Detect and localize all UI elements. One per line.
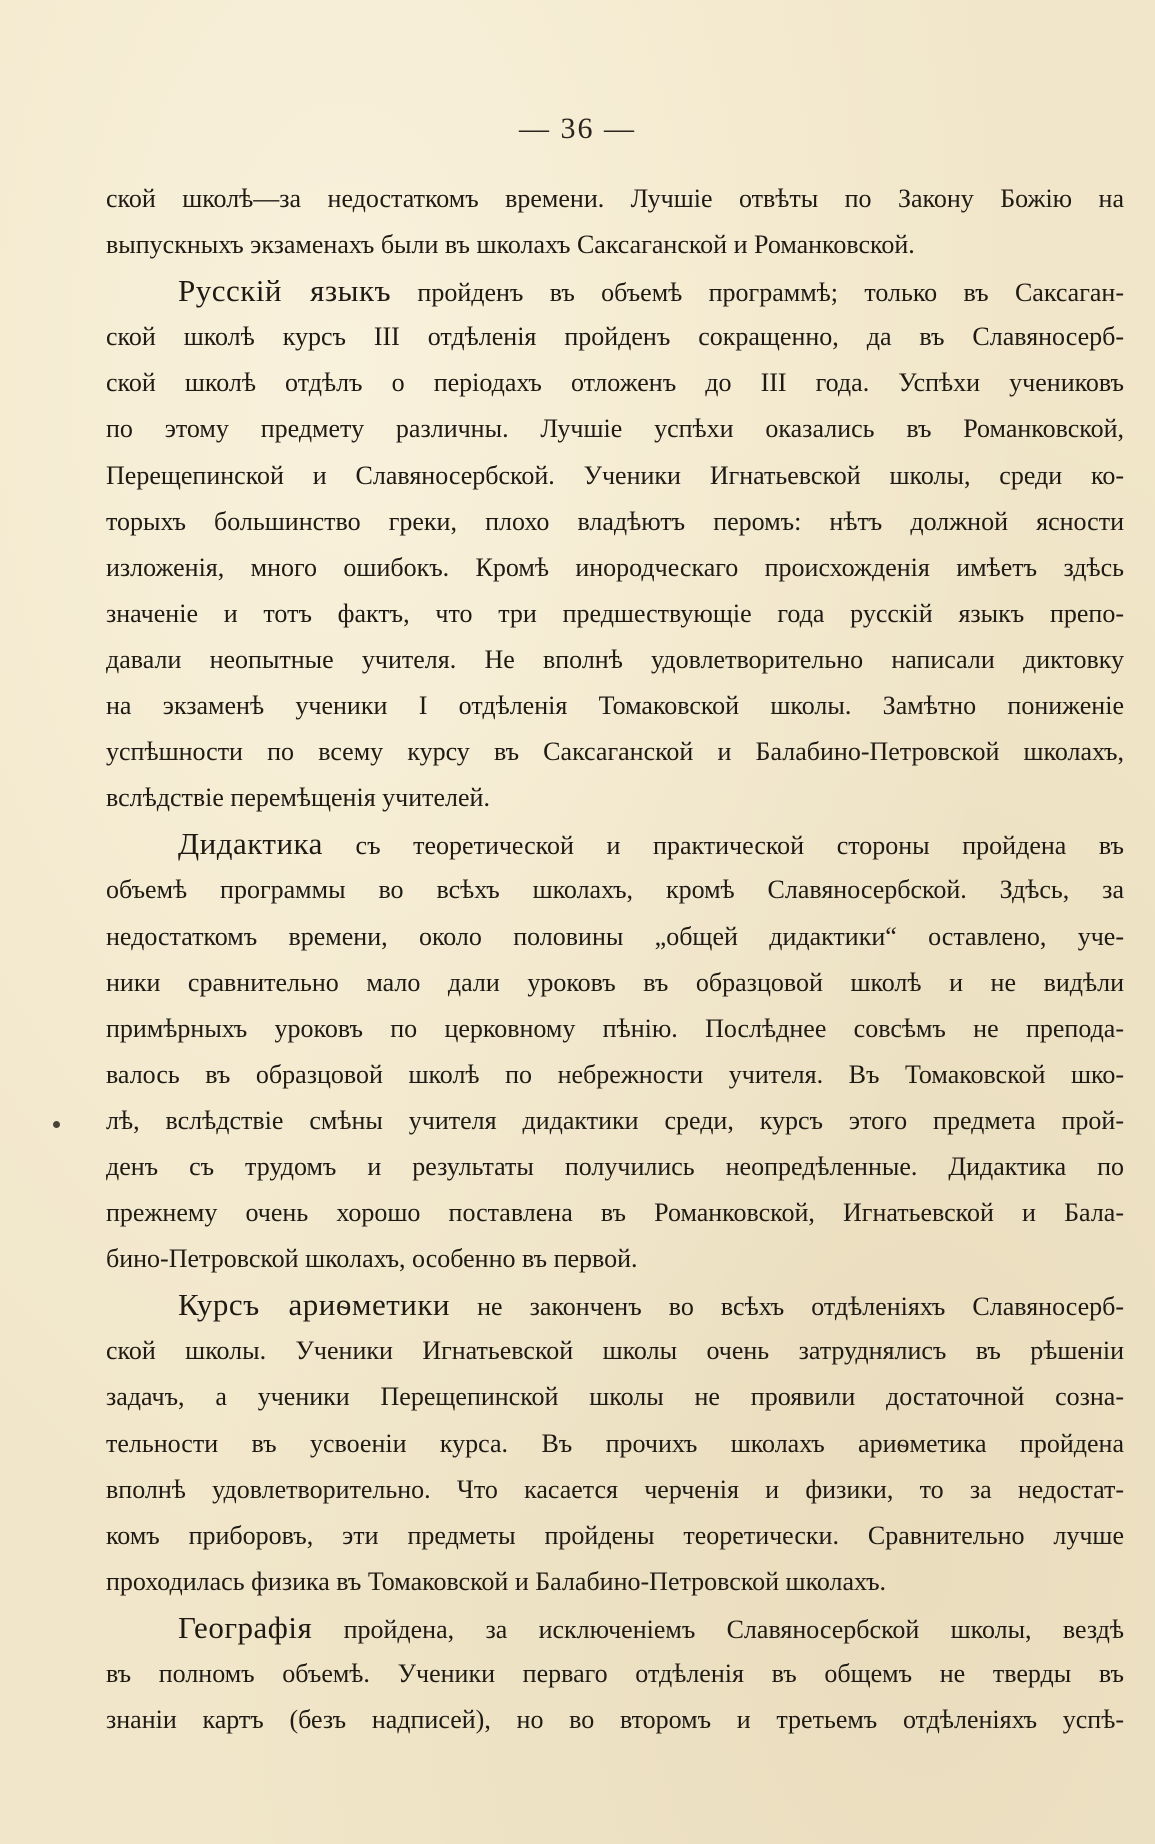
text-line — [106, 360, 1124, 406]
text-line — [106, 1651, 1124, 1697]
text-line-content: значеніе и тотъ фактъ, что три предшествующіе года русскій языкъ препо- — [106, 598, 1124, 628]
text-line-content: вполнѣ удовлетворительно. Что касается черченія и физики, то за недостат- — [106, 1474, 1124, 1504]
text-line-content: съ теоретической и практической стороны пройдена въ — [322, 831, 1124, 861]
text-line — [106, 1374, 1124, 1420]
text-line-content: объемѣ программы во всѣхъ школахъ, кромѣ Славяносербской. Здѣсь, за — [106, 875, 1124, 905]
text-line — [106, 821, 1124, 867]
text-line-content: торыхъ большинство греки, плохо владѣютъ перомъ: нѣтъ должной ясности — [106, 506, 1124, 536]
text-line-content: бино-Петровской школахъ, особенно въ первой. — [106, 1244, 638, 1274]
text-line-content: Перещепинской и Славяносербской. Ученики Игнатьевской школы, среди ко- — [106, 460, 1124, 490]
text-line-content: денъ съ трудомъ и результаты получились неопредѣленные. Дидактика по — [106, 1151, 1124, 1181]
section-heading-word: Дидактика — [178, 826, 323, 862]
text-line-content: на экзаменѣ ученики I отдѣленія Томаковской школы. Замѣтно пониженіе — [106, 691, 1124, 721]
text-line-content: пройдена, за исключеніемъ Славяносербской школы, вездѣ — [312, 1614, 1124, 1644]
text-line — [106, 1697, 1124, 1743]
text-line — [106, 960, 1124, 1006]
text-line-content: изложенія, много ошибокъ. Кромѣ инородческаго происхожденія имѣетъ здѣсь — [106, 552, 1124, 582]
text-line — [106, 406, 1124, 452]
text-line-content: ской школѣ курсъ III отдѣленія пройденъ сокращенно, да въ Славяносерб- — [106, 322, 1124, 352]
text-line — [106, 637, 1124, 683]
text-line — [106, 222, 1124, 268]
text-line-content: комъ приборовъ, эти предметы пройдены теоретически. Сравнительно лучше — [106, 1520, 1124, 1550]
text-line — [106, 1467, 1124, 1513]
text-line-content: задачъ, а ученики Перещепинской школы не проявили достаточной созна- — [106, 1382, 1124, 1412]
text-line — [106, 683, 1124, 729]
text-line — [106, 499, 1124, 545]
text-line-content: проходилась физика въ Томаковской и Балабино-Петровской школахъ. — [106, 1566, 887, 1596]
text-line-content: по этому предмету различны. Лучшіе успѣхи оказались въ Романковской, — [106, 414, 1124, 444]
text-line — [106, 453, 1124, 499]
text-line-content: ской школѣ—за недостаткомъ времени. Лучшіе отвѣты по Закону Божію на — [106, 184, 1124, 213]
text-line-content: не законченъ во всѣхъ отдѣленіяхъ Славяносерб- — [450, 1292, 1125, 1322]
text-line-content: знаніи картъ (безъ надписей), но во второмъ и третьемъ отдѣленіяхъ успѣ- — [106, 1705, 1124, 1735]
text-line — [106, 268, 1124, 314]
text-line-content: ники сравнительно мало дали уроковъ въ образцовой школѣ и не видѣли — [106, 967, 1124, 997]
text-line-content: примѣрныхъ уроковъ по церковному пѣнію. Послѣднее совсѣмъ не препода- — [106, 1013, 1124, 1043]
section-heading-word: Русскій языкъ — [178, 273, 392, 309]
text-line — [106, 1605, 1124, 1651]
text-line-content: успѣшности по всему курсу въ Саксаганской и Балабино-Петровской школахъ, — [106, 737, 1124, 767]
text-line — [106, 914, 1124, 960]
text-line — [106, 176, 1124, 222]
text-line — [106, 729, 1124, 775]
body-text — [106, 176, 1124, 1743]
text-line-content: валось въ образцовой школѣ по небрежности учителя. Въ Томаковской шко- — [106, 1059, 1124, 1089]
text-line-content: пройденъ въ объемѣ программѣ; только въ Саксаган- — [391, 278, 1124, 308]
text-line — [106, 1098, 1124, 1144]
text-line — [106, 1328, 1124, 1374]
text-line-content: тельности въ усвоеніи курса. Въ прочихъ школахъ ариѳметика пройдена — [106, 1428, 1124, 1458]
text-line-content: давали неопытные учителя. Не вполнѣ удовлетворительно написали диктовку — [106, 644, 1124, 674]
text-line — [106, 591, 1124, 637]
text-line — [106, 775, 1124, 821]
page-number: — 36 — — [519, 112, 636, 145]
text-line — [106, 1421, 1124, 1467]
text-line-content: въ полномъ объемѣ. Ученики перваго отдѣленія въ общемъ не тверды въ — [106, 1659, 1124, 1688]
section-heading-word: Курсъ ариѳметики — [178, 1287, 450, 1323]
text-line-content: прежнему очень хорошо поставлена въ Романковской, Игнатьевской и Бала- — [106, 1198, 1124, 1228]
section-heading-word: Географія — [178, 1609, 313, 1645]
text-line — [106, 1190, 1124, 1236]
text-line-content: лѣ, вслѣдствіе смѣны учителя дидактики среди, курсъ этого предмета прой- — [106, 1105, 1124, 1135]
text-line — [106, 1144, 1124, 1190]
text-line-content: недостаткомъ времени, около половины „общей дидактики“ оставлено, уче- — [106, 921, 1124, 951]
text-line-content: вслѣдствіе перемѣщенія учителей. — [106, 783, 490, 813]
text-line — [106, 1236, 1124, 1282]
text-line — [106, 1282, 1124, 1328]
text-line-content: выпускныхъ экзаменахъ были въ школахъ Саксаганской и Романковской. — [106, 230, 915, 260]
text-line — [106, 314, 1124, 360]
text-line — [106, 867, 1124, 913]
text-line-content: ской школѣ отдѣлъ о періодахъ отложенъ до III года. Успѣхи учениковъ — [106, 368, 1124, 398]
text-line — [106, 1513, 1124, 1559]
text-line-content: ской школы. Ученики Игнатьевской школы очень затруднялисъ въ рѣшеніи — [106, 1336, 1124, 1366]
text-line — [106, 545, 1124, 591]
margin-mark — [53, 1121, 60, 1128]
text-line — [106, 1006, 1124, 1052]
text-line — [106, 1559, 1124, 1605]
text-line — [106, 1052, 1124, 1098]
